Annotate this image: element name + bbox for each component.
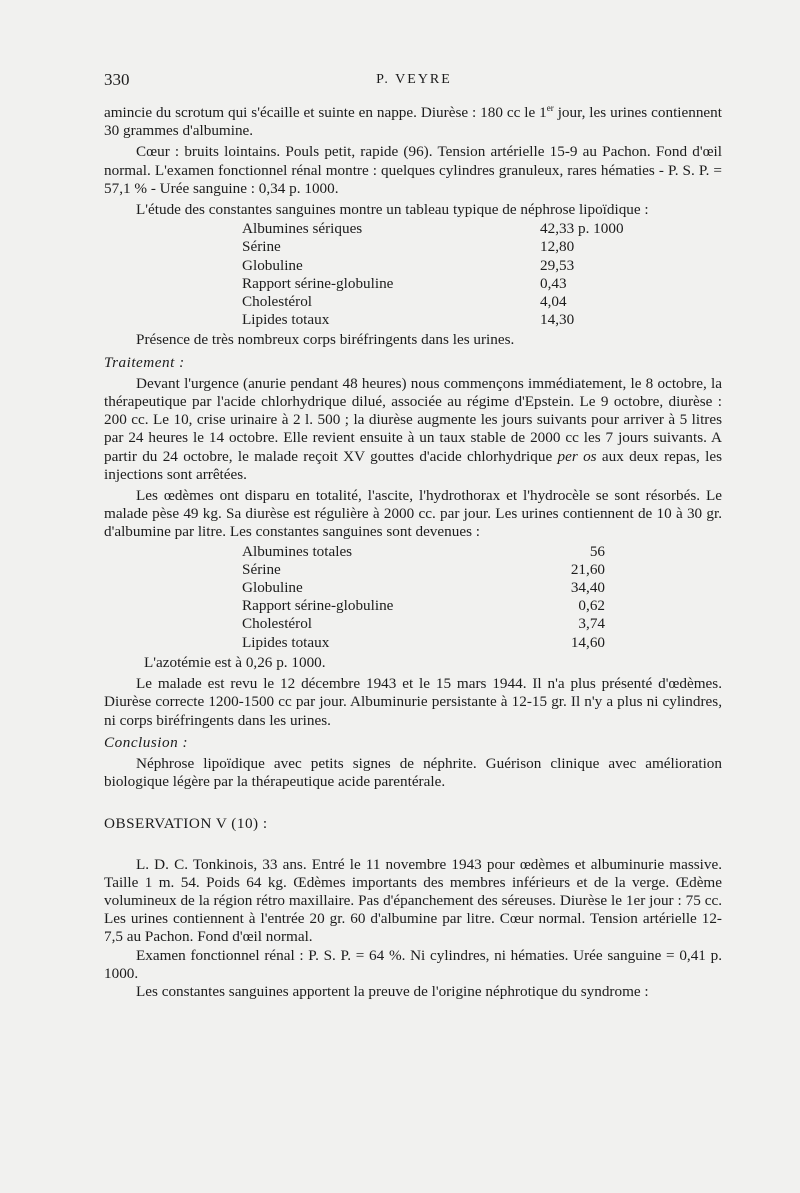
paragraph: L'azotémie est à 0,26 p. 1000. — [144, 653, 326, 671]
paragraph: Cœur : bruits lointains. Pouls petit, rapide (96). Tension artérielle 15-9 au Pachon. Fond d'œil normal. L'examen fonctionnel rénal montre : quelques cylindres granuleux, rares hématies - P. S. P. = 57,1 % - Urée sanguine : 0,34 p. 1000. — [104, 143, 722, 197]
paragraph: Devant l'urgence (anurie pendant 48 heures) nous commençons immédiatement, le 8 octobre, la thérapeutique par l'acide chlorhydrique dilué, associée au régime d'Epstein. Le 9 octobre, diurèse : 200 cc. Le 10, crise urinaire à 2 l. 500 ; la diurèse augmente les jours suivants pour arriver à 5 litres par 24 heures le 14 octobre. Elle revient ensuite à un taux stable de 2000 cc les 7 jours suivants. A partir du 24 octobre, le malade reçoit XV gouttes d'acide chlorhydrique per os aux deux repas, les injections sont arrêtées. — [104, 374, 722, 483]
table-row — [104, 293, 660, 311]
constant-name: Lipides totaux — [242, 633, 330, 651]
constant-value: 12,80 — [540, 238, 575, 256]
constant-value: 3,74 — [578, 615, 605, 633]
paragraph: Les œdèmes ont disparu en totalité, l'ascite, l'hydrothorax et l'hydrocèle se sont résorbés. Le malade pèse 49 kg. Sa diurèse est régulière à 2000 cc. par jour. Les urines contiennent de 10 à 30 gr. d'albumine par litre. Les constantes sanguines sont devenues : — [104, 487, 722, 541]
constant-name: Albumines sériques — [242, 220, 363, 238]
table-row — [104, 561, 605, 579]
constant-value: 29,53 — [540, 256, 575, 274]
paragraph: Examen fonctionnel rénal : P. S. P. = 64 %. Ni cylindres, ni hématies. Urée sanguine = 0,41 p. 1000. — [104, 946, 722, 982]
constant-value: 14,60 — [570, 633, 605, 651]
constant-value: 14,30 — [540, 311, 575, 329]
table-row — [104, 634, 605, 652]
table-row — [104, 220, 660, 238]
blood-constants-table-1 — [104, 220, 660, 329]
constant-name: Sérine — [242, 238, 281, 256]
paragraph: Le malade est revu le 12 décembre 1943 et le 15 mars 1944. Il n'a plus présenté d'œdèmes. Diurèse correcte 1200-1500 cc par jour. Albuminurie persistante à 12-15 gr. Il n'y a plus ni cylindres, ni corps biréfringents dans les urines. — [104, 675, 722, 729]
blood-constants-table-2 — [104, 543, 605, 652]
constant-name: Globuline — [242, 256, 303, 274]
table-row — [104, 543, 605, 561]
page-number: 330 — [104, 70, 130, 89]
table-row — [104, 275, 660, 293]
constant-value: 42,33 p. 1000 — [540, 220, 624, 238]
table-row — [104, 615, 605, 633]
constant-name: Cholestérol — [242, 615, 313, 633]
section-heading-traitement: Traitement : — [104, 353, 185, 371]
observation-heading: OBSERVATION V (10) : — [104, 815, 268, 833]
table-row — [104, 311, 660, 329]
constant-value: 4,04 — [540, 293, 567, 311]
running-title: P. VEYRE — [376, 72, 452, 87]
paragraph: L'étude des constantes sanguines montre un tableau typique de néphrose lipoïdique : — [136, 201, 649, 219]
constant-value: 0,62 — [578, 597, 605, 615]
constant-name: Lipides totaux — [242, 311, 330, 329]
constant-name: Albumines totales — [242, 542, 353, 560]
constant-value: 56 — [589, 542, 605, 560]
constant-value: 21,60 — [570, 560, 605, 578]
table-row — [104, 597, 605, 615]
paragraph: Les constantes sanguines apportent la preuve de l'origine néphrotique du syndrome : — [136, 982, 649, 1000]
constant-name: Rapport sérine-globuline — [242, 274, 394, 292]
constant-name: Cholestérol — [242, 293, 313, 311]
constant-value: 0,43 — [540, 274, 567, 292]
table-row — [104, 238, 660, 256]
paragraph: Néphrose lipoïdique avec petits signes de néphrite. Guérison clinique avec amélioration biologique légère par la thérapeutique acide parentérale. — [104, 754, 722, 791]
constant-value: 34,40 — [570, 579, 605, 597]
constant-name: Globuline — [242, 579, 303, 597]
section-heading-conclusion: Conclusion : — [104, 733, 189, 751]
table-row — [104, 579, 605, 597]
paragraph: Présence de très nombreux corps biréfringents dans les urines. — [136, 331, 515, 349]
page-body — [104, 104, 722, 1001]
paragraph: amincie du scrotum qui s'écaille et suinte en nappe. Diurèse : 180 cc le 1er jour, les urines contiennent 30 grammes d'albumine. — [104, 102, 722, 140]
page-header — [104, 70, 724, 92]
paragraph: L. D. C. Tonkinois, 33 ans. Entré le 11 novembre 1943 pour œdèmes et albuminurie massive. Taille 1 m. 54. Poids 64 kg. Œdèmes importants des membres inférieurs et de la verge. Œdème volumineux de la région rétro maxillaire. Pas d'épanchement des séreuses. Diurèse le 1er jour : 75 cc. Les urines contiennent à l'entrée 20 gr. 60 d'albumine par litre. Cœur normal. Tension artérielle 12-7,5 au Pachon. Fond d'œil normal. — [104, 855, 722, 946]
table-row — [104, 257, 660, 275]
constant-name: Rapport sérine-globuline — [242, 597, 394, 615]
constant-name: Sérine — [242, 560, 281, 578]
